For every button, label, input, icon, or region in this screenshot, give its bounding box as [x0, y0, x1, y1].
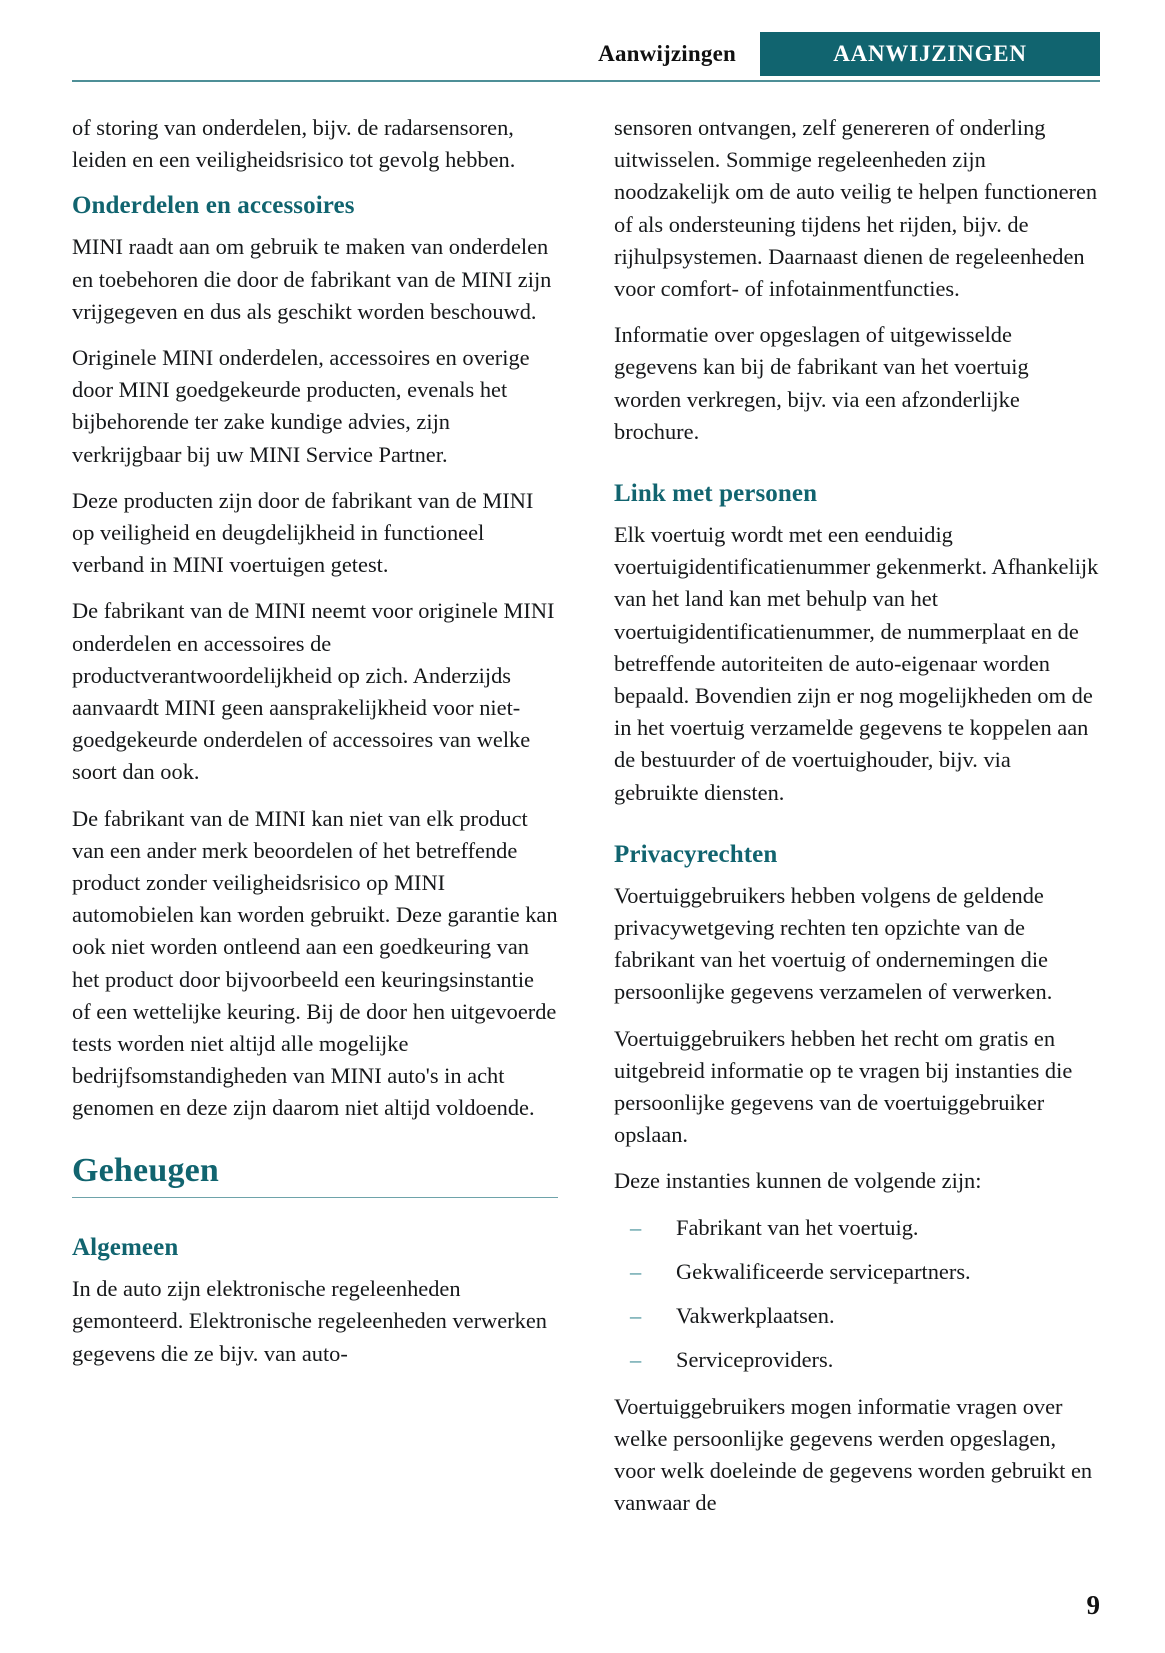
page-header	[0, 0, 1165, 90]
paragraph: Deze instanties kunnen de volgende zijn:	[614, 1168, 982, 1194]
dash-marker-icon: –	[630, 1303, 642, 1329]
paragraph: Informatie over opgeslagen of uitgewisselde gegevens kan bij de fabrikant van het voertuig worden verkregen, bijv. via een afzonderlijke brochure.	[614, 322, 1029, 444]
dash-marker-icon: –	[630, 1347, 642, 1373]
dash-marker-icon: –	[630, 1214, 642, 1240]
paragraph: In de auto zijn elektronische regeleenheden gemonteerd. Elektronische regeleenheden verwerken gegevens die ze bijv. van auto-	[72, 1276, 547, 1366]
list-item	[614, 1300, 1100, 1332]
left-column	[72, 112, 558, 1533]
header-chapter-tab	[760, 32, 1100, 76]
paragraph: Voertuiggebruikers hebben volgens de geldende privacywetgeving rechten ten opzichte van de fabrikant van het voertuig of ondernemingen die persoonlijke gegevens verzamelen of verwerken.	[614, 882, 1053, 1005]
paragraph: Originele MINI onderdelen, accessoires en overige door MINI goedgekeurde producten, evenals het bijbehorende ter zake kundige advies, zijn verkrijgbaar bij uw MINI Service Partner.	[72, 345, 530, 467]
two-column-body	[72, 112, 1100, 1533]
dash-marker-icon: –	[630, 1258, 642, 1284]
header-row	[72, 32, 1100, 76]
list-item	[614, 1212, 1100, 1244]
paragraph: of storing van onderdelen, bijv. de radarsensoren, leiden en een veiligheidsrisico tot gevolg hebben.	[72, 115, 516, 173]
paragraph: De fabrikant van de MINI kan niet van elk product van een ander merk beoordelen of het betreffende product zonder veiligheidsrisico op MINI automobielen kan worden gebruikt. Deze garantie kan ook niet worden ontleend aan een goedkeuring van het product door bijvoorbeeld een keuringsinstantie of een wettelijke keuring. Bij de door hen uitgevoerde tests worden niet altijd alle mogelijke bedrijfsomstandigheden van MINI auto's in acht genomen en deze zijn daarom niet altijd voldoende.	[72, 805, 558, 1121]
list-item-label: Vakwerkplaatsen.	[676, 1303, 835, 1329]
paragraph: sensoren ontvangen, zelf genereren of onderling uitwisselen. Sommige regeleenheden zijn noodzakelijk om de auto veilig te helpen functioneren of als ondersteuning tijdens het rijden, bijv. de rijhulpsystemen. Daarnaast dienen de regeleenheden voor comfort- of infotainmentfuncties.	[614, 115, 1098, 302]
list-item-label: Gekwalificeerde servicepartners.	[676, 1258, 971, 1284]
paragraph: Voertuiggebruikers mogen informatie vragen over welke persoonlijke gegevens werden opgeslagen, voor welk doeleinde de gegevens worden gebruikt en vanwaar de	[614, 1393, 1093, 1516]
heading-privacyrechten: Privacyrechten	[614, 840, 778, 868]
page-number: 9	[1086, 1590, 1100, 1620]
section-divider-rule	[72, 1197, 558, 1199]
paragraph: Deze producten zijn door de fabrikant van de MINI op veiligheid en deugdelijkheid in functioneel verband in MINI voertuigen getest.	[72, 487, 534, 578]
heading-link-met-personen: Link met personen	[614, 480, 818, 508]
instanties-list	[614, 1212, 1100, 1377]
heading-algemeen: Algemeen	[72, 1234, 179, 1262]
heading-geheugen: Geheugen	[72, 1151, 220, 1189]
paragraph: MINI raadt aan om gebruik te maken van onderdelen en toebehoren die door de fabrikant van de MINI zijn vrijgegeven en dus als geschikt worden beschouwd.	[72, 234, 552, 324]
right-column	[614, 112, 1100, 1533]
heading-onderdelen-en-accessoires: Onderdelen en accessoires	[72, 192, 355, 220]
paragraph: Voertuiggebruikers hebben het recht om gratis en uitgebreid informatie op te vragen bij instanties die persoonlijke gegevens van de voertuiggebruiker opslaan.	[614, 1025, 1073, 1148]
paragraph: De fabrikant van de MINI neemt voor originele MINI onderdelen en accessoires de productverantwoordelijkheid op zich. Anderzijds aanvaardt MINI geen aansprakelijkheid voor niet-goedgekeurde onderdelen of accessoires van welke soort dan ook.	[72, 598, 555, 785]
list-item-label: Fabrikant van het voertuig.	[676, 1214, 919, 1240]
header-chapter-label: Aanwijzingen	[598, 41, 736, 66]
list-item-label: Serviceproviders.	[676, 1347, 834, 1373]
list-item	[614, 1344, 1100, 1376]
header-divider-rule	[72, 80, 1100, 82]
list-item	[614, 1256, 1100, 1288]
paragraph: Elk voertuig wordt met een eenduidig voertuigidentificatienummer gekenmerkt. Afhankelijk van het land kan met behulp van het voertuigidentificatienummer, de nummerplaat en de betreffende autoriteiten de auto-eigenaar worden bepaald. Bovendien zijn er nog mogelijkheden om de in het voertuig verzamelde gegevens te koppelen aan de bestuurder of de voertuighouder, bijv. via gebruikte diensten.	[614, 522, 1099, 805]
header-chapter-tab-label: AANWIJZINGEN	[833, 41, 1027, 66]
